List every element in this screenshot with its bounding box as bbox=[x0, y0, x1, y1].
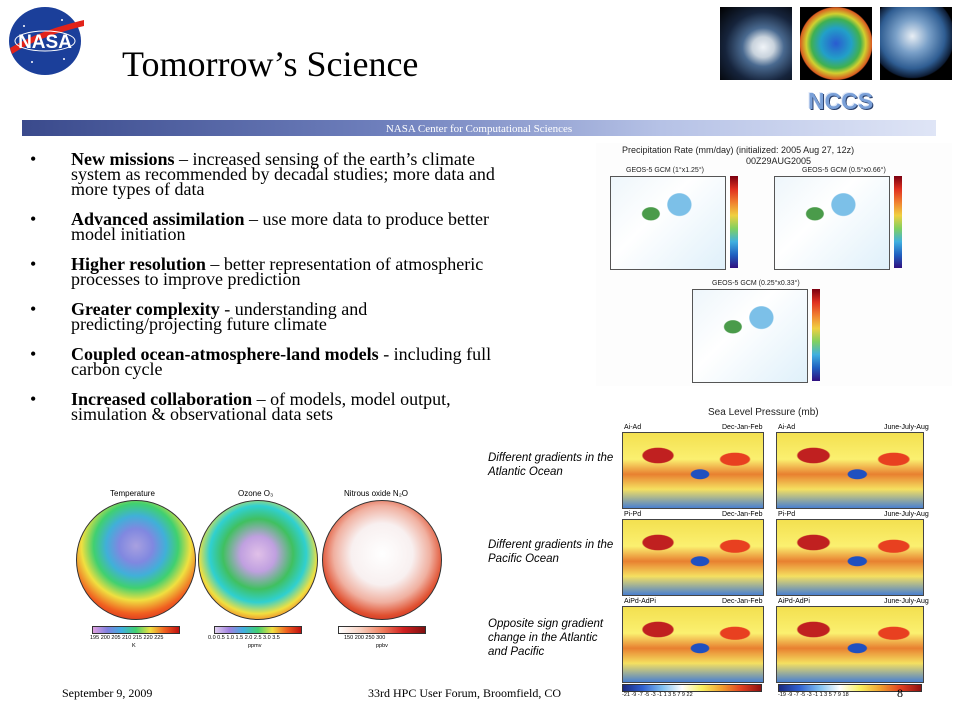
precip-title: Precipitation Rate (mm/day) (initialized: 2005 Aug 27, 12z) bbox=[622, 145, 855, 155]
precip-map bbox=[692, 289, 808, 383]
ozone-unit: ppmv bbox=[248, 643, 262, 649]
bullet-item bbox=[30, 254, 520, 289]
footer-date: September 9, 2009 bbox=[62, 686, 153, 700]
ozone-colorbar bbox=[214, 626, 302, 634]
nasa-logo bbox=[4, 4, 86, 78]
bullet-bold: Increased collaboration bbox=[71, 389, 253, 409]
bullet-text: – of models, model output, simulation & observational data sets bbox=[71, 389, 451, 424]
nitrous-oxide-scale: 150 200 250 300 bbox=[344, 635, 386, 641]
bullet-bold: Coupled ocean-atmosphere-land models bbox=[71, 344, 379, 364]
bullet-bold: Higher resolution bbox=[71, 254, 206, 274]
bullet-dot-icon: • bbox=[30, 209, 37, 229]
slp-panel-season: Dec-Jan-Feb bbox=[722, 511, 763, 518]
bullet-item bbox=[30, 149, 520, 199]
bullet-dot-icon: • bbox=[30, 299, 37, 319]
slp-panel-tag: AiPd-AdPi bbox=[624, 598, 656, 605]
globe-title: Temperature bbox=[110, 489, 155, 498]
header-banner bbox=[22, 120, 936, 136]
earth-globe-image bbox=[880, 7, 952, 80]
temperature-scale: 195 200 205 210 215 220 225 bbox=[90, 635, 164, 641]
precipitation-figure bbox=[596, 143, 952, 386]
bullet-text: – better representation of atmospheric processes to improve prediction bbox=[71, 254, 484, 289]
slp-panel-season: June-July-Aug bbox=[884, 511, 929, 518]
precip-map bbox=[774, 176, 890, 270]
slp-panel-tag: AiPd-AdPi bbox=[778, 598, 810, 605]
precip-panel-label: GEOS-5 GCM (1°x1.25°) bbox=[626, 167, 704, 174]
ozone-scale: 0.0 0.5 1.0 1.5 2.0 2.5 3.0 3.5 bbox=[208, 635, 280, 641]
footer-event: 33rd HPC User Forum, Broomfield, CO bbox=[368, 686, 561, 700]
slp-title: Sea Level Pressure (mb) bbox=[708, 407, 819, 418]
precip-panel-label: GEOS-5 GCM (0.5°x0.66°) bbox=[802, 167, 886, 174]
slp-map bbox=[622, 519, 764, 596]
bullet-text: - including full carbon cycle bbox=[71, 344, 492, 379]
slp-panel-season: Dec-Jan-Feb bbox=[722, 424, 763, 431]
slp-map bbox=[622, 432, 764, 509]
precip-subtitle: 00Z29AUG2005 bbox=[746, 156, 812, 166]
bullet-list bbox=[30, 149, 520, 437]
ozone-globe bbox=[198, 500, 318, 620]
ocean-temperature-map-image bbox=[800, 7, 872, 80]
slp-map bbox=[622, 606, 764, 683]
sea-level-pressure-figure bbox=[484, 405, 954, 705]
slp-panel-season: June-July-Aug bbox=[884, 598, 929, 605]
bullet-item bbox=[30, 299, 520, 334]
temperature-colorbar bbox=[92, 626, 180, 634]
precip-colorbar bbox=[894, 176, 902, 268]
globe-title: Ozone O₃ bbox=[238, 489, 274, 498]
svg-text:NASA: NASA bbox=[18, 32, 72, 53]
atmospheric-globes-figure bbox=[62, 478, 472, 656]
precip-colorbar bbox=[812, 289, 820, 381]
slp-panel-tag: Ai-Ad bbox=[624, 424, 642, 431]
hurricane-satellite-image bbox=[720, 7, 792, 80]
slp-annotation: Different gradients in the Pacific Ocean bbox=[488, 539, 614, 565]
globe-title: Nitrous oxide N₂O bbox=[344, 489, 409, 498]
slp-panel-tag: Ai-Ad bbox=[778, 424, 796, 431]
slp-map bbox=[776, 519, 924, 596]
bullet-dot-icon: • bbox=[30, 149, 37, 169]
nccs-logo-text: NCCS bbox=[808, 88, 874, 114]
slp-colorbar bbox=[622, 684, 762, 692]
nitrous-oxide-colorbar bbox=[338, 626, 426, 634]
slp-scale-labels: -21 -9 -7 -5 -3 -1 1 3 5 7 9 22 bbox=[622, 692, 693, 698]
bullet-dot-icon: • bbox=[30, 254, 37, 274]
slp-annotation: Opposite sign gradient change in the Atlantic and Pacific bbox=[488, 618, 604, 658]
bullet-text: – use more data to produce better model initiation bbox=[71, 209, 489, 244]
bullet-dot-icon: • bbox=[30, 344, 37, 364]
bullet-bold: Advanced assimilation bbox=[71, 209, 245, 229]
precip-map bbox=[610, 176, 726, 270]
temperature-unit: K bbox=[132, 643, 136, 649]
bullet-text: - understanding and predicting/projecting future climate bbox=[71, 299, 368, 334]
bullet-text: – increased sensing of the earth’s climate system as recommended by decadal studies; more data and more types of data bbox=[71, 149, 495, 199]
nitrous-oxide-unit: ppbv bbox=[376, 643, 388, 649]
slp-panel-tag: Pi-Pd bbox=[624, 511, 642, 518]
temperature-globe bbox=[76, 500, 196, 620]
slp-annotation: Different gradients in the Atlantic Ocean bbox=[488, 452, 614, 478]
slp-map bbox=[776, 606, 924, 683]
slp-map bbox=[776, 432, 924, 509]
bullet-item bbox=[30, 344, 520, 379]
slp-scale-labels: -19 -9 -7 -5 -3 -1 1 3 5 7 9 18 bbox=[778, 692, 849, 698]
banner-text: NASA Center for Computational Sciences bbox=[385, 123, 573, 135]
nitrous-oxide-globe bbox=[322, 500, 442, 620]
slp-panel-season: June-July-Aug bbox=[884, 424, 929, 431]
precip-colorbar bbox=[730, 176, 738, 268]
bullet-bold: Greater complexity bbox=[71, 299, 220, 319]
page-number: 8 bbox=[897, 686, 903, 700]
slide-title: Tomorrow’s Science bbox=[122, 44, 419, 84]
bullet-bold: New missions bbox=[71, 149, 175, 169]
precip-panel-label: GEOS-5 GCM (0.25°x0.33°) bbox=[712, 280, 800, 287]
slp-panel-season: Dec-Jan-Feb bbox=[722, 598, 763, 605]
slp-panel-tag: Pi-Pd bbox=[778, 511, 796, 518]
bullet-item bbox=[30, 389, 520, 424]
bullet-dot-icon: • bbox=[30, 389, 37, 409]
bullet-item bbox=[30, 209, 520, 244]
